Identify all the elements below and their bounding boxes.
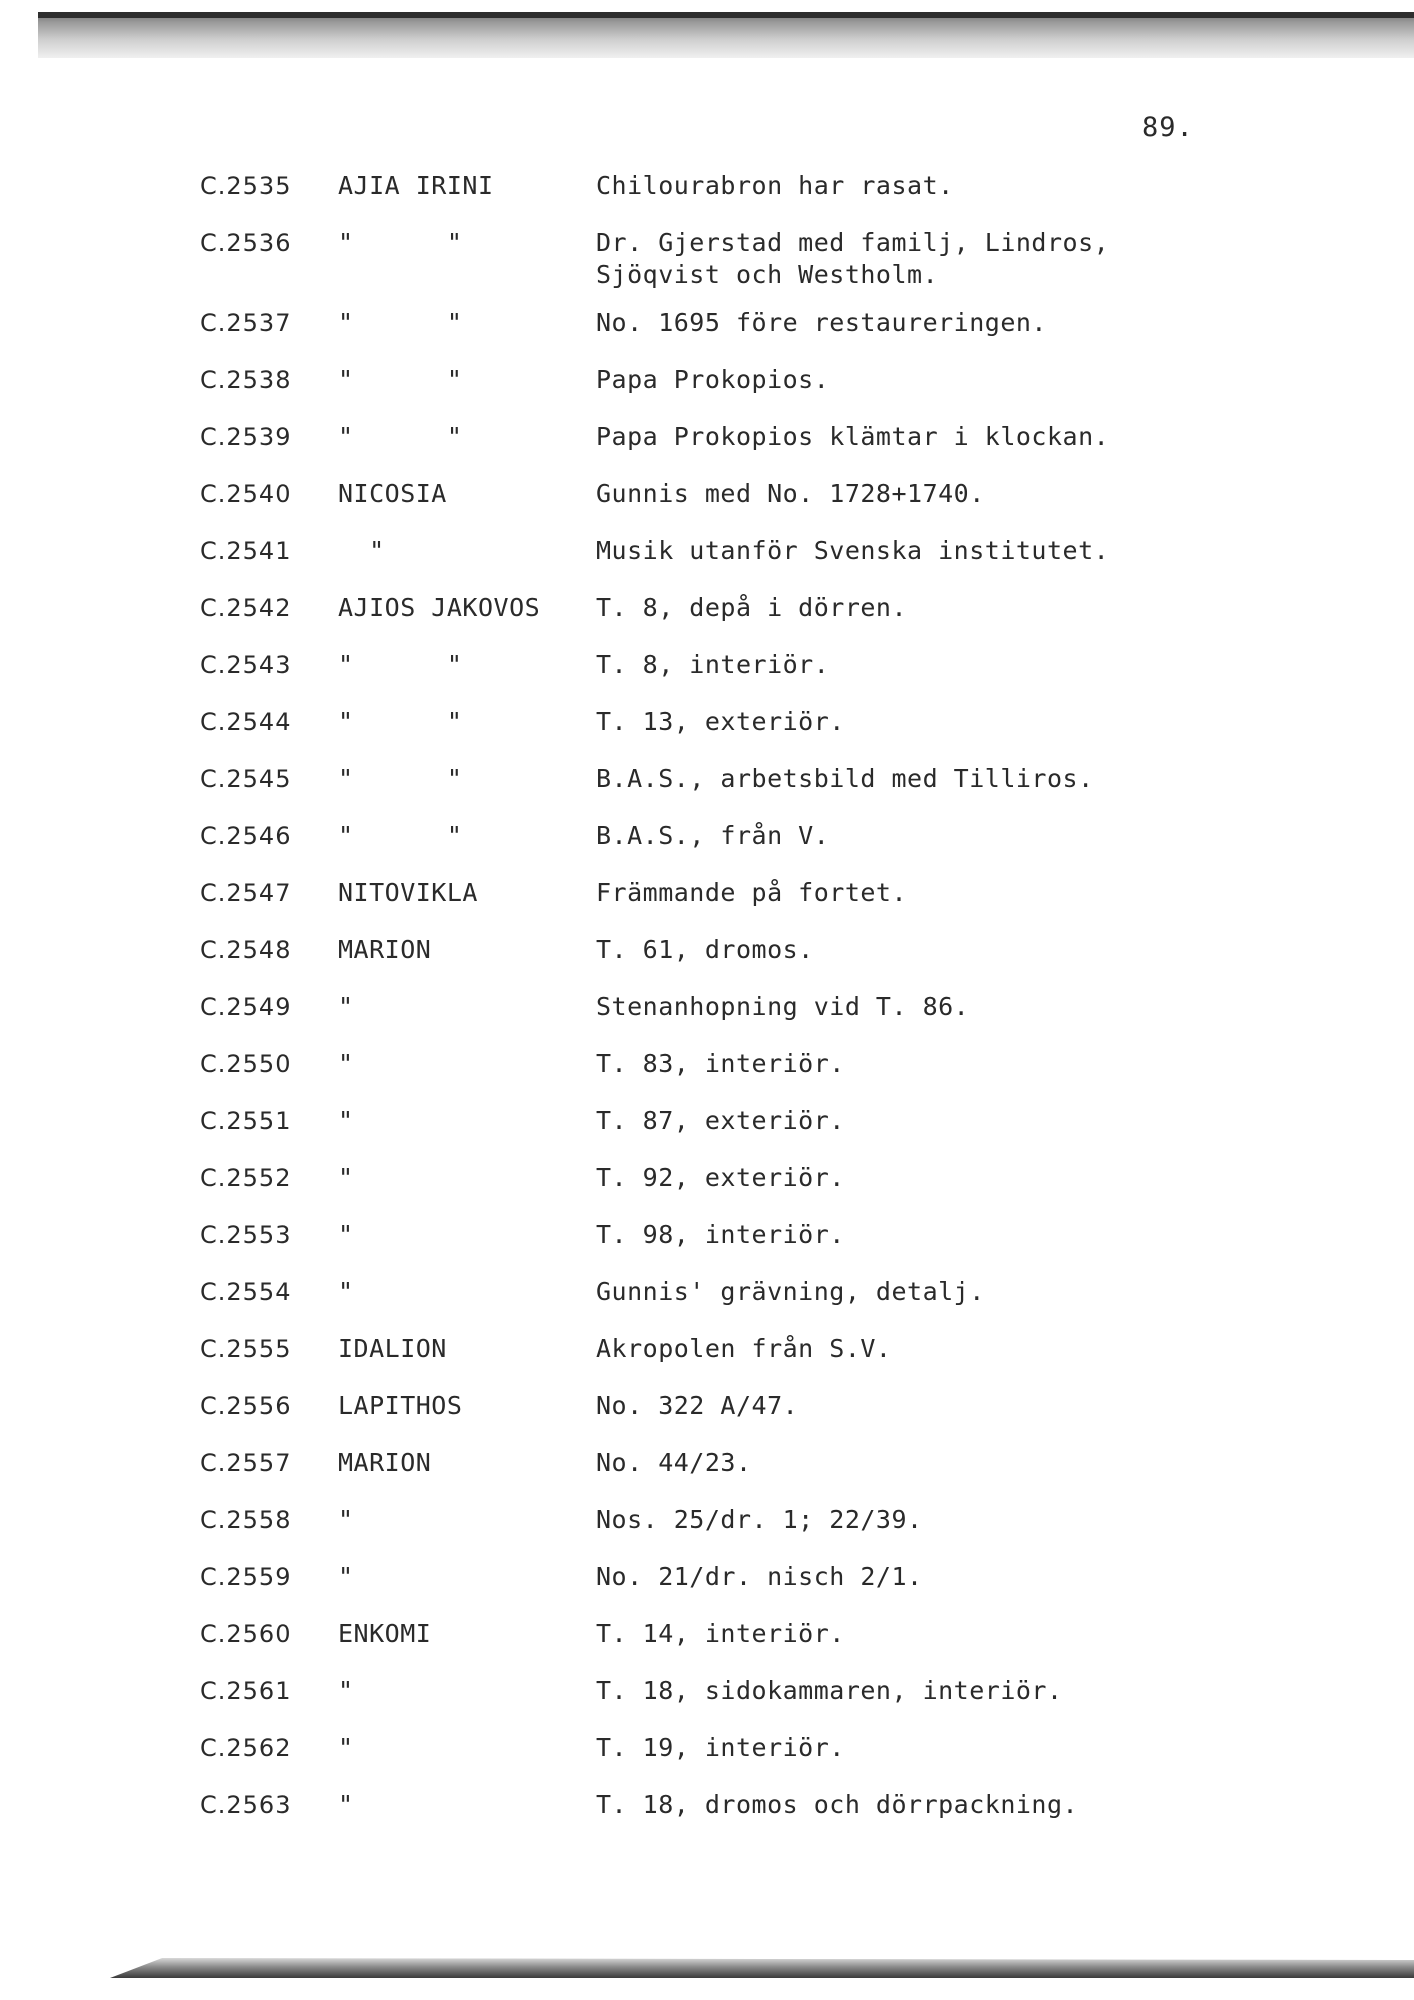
catalog-number: C.2553: [200, 1221, 292, 1249]
catalog-number: C.2561: [200, 1677, 292, 1705]
catalog-description: Gunnis med No. 1728+1740.: [596, 479, 985, 508]
catalog-number: C.2535: [200, 172, 292, 200]
catalog-row: [200, 1732, 1200, 1789]
catalog-site: NITOVIKLA: [338, 878, 478, 907]
catalog-site: MARION: [338, 935, 432, 964]
catalog-number: C.2543: [200, 651, 292, 679]
catalog-site: " ": [338, 821, 463, 850]
catalog-row: [200, 1219, 1200, 1276]
scan-edge-bottom: [110, 1958, 1414, 1978]
catalog-number: C.2537: [200, 309, 292, 337]
catalog-row: [200, 307, 1200, 364]
catalog-row: [200, 1333, 1200, 1390]
catalog-number: C.2544: [200, 708, 292, 736]
catalog-description: Stenanhopning vid T. 86.: [596, 992, 970, 1021]
catalog-site: ": [338, 1277, 354, 1306]
catalog-description: T. 18, sidokammaren, interiör.: [596, 1676, 1063, 1705]
catalog-site: " ": [338, 308, 463, 337]
catalog-number: C.2550: [200, 1050, 292, 1078]
catalog-site: AJIA IRINI: [338, 171, 494, 200]
catalog-row: [200, 535, 1200, 592]
catalog-number: C.2562: [200, 1734, 292, 1762]
page-number: 89.: [1142, 112, 1194, 143]
catalog-description: T. 98, interiör.: [596, 1220, 845, 1249]
catalog-description: Papa Prokopios klämtar i klockan.: [596, 422, 1110, 451]
catalog-description: Akropolen från S.V.: [596, 1334, 892, 1363]
catalog-list: [200, 170, 1200, 1846]
catalog-description: T. 87, exteriör.: [596, 1106, 845, 1135]
catalog-number: C.2542: [200, 594, 292, 622]
catalog-row: [200, 592, 1200, 649]
catalog-site: NICOSIA: [338, 479, 447, 508]
catalog-row: [200, 1618, 1200, 1675]
catalog-row: [200, 1789, 1200, 1846]
catalog-number: C.2541: [200, 537, 292, 565]
catalog-number: C.2545: [200, 765, 292, 793]
catalog-description: No. 44/23.: [596, 1448, 752, 1477]
catalog-description: B.A.S., arbetsbild med Tilliros.: [596, 764, 1094, 793]
catalog-description: No. 21/dr. nisch 2/1.: [596, 1562, 923, 1591]
catalog-site: ": [338, 536, 385, 565]
catalog-description: T. 83, interiör.: [596, 1049, 845, 1078]
catalog-number: C.2536: [200, 229, 292, 257]
catalog-site: " ": [338, 228, 463, 257]
catalog-description: T. 18, dromos och dörrpackning.: [596, 1790, 1079, 1819]
catalog-row: [200, 877, 1200, 934]
catalog-site: " ": [338, 650, 463, 679]
catalog-description: Musik utanför Svenska institutet.: [596, 536, 1110, 565]
catalog-description: No. 322 A/47.: [596, 1391, 799, 1420]
catalog-description: B.A.S., från V.: [596, 821, 830, 850]
catalog-number: C.2563: [200, 1791, 292, 1819]
scan-edge-top: [38, 12, 1414, 58]
catalog-number: C.2554: [200, 1278, 292, 1306]
catalog-site: ": [338, 1676, 354, 1705]
catalog-row: [200, 170, 1200, 227]
catalog-row: [200, 227, 1200, 307]
catalog-number: C.2539: [200, 423, 292, 451]
catalog-number: C.2552: [200, 1164, 292, 1192]
catalog-description: Papa Prokopios.: [596, 365, 830, 394]
catalog-site: ": [338, 1049, 354, 1078]
catalog-site: " ": [338, 422, 463, 451]
catalog-site: ": [338, 1505, 354, 1534]
catalog-number: C.2560: [200, 1620, 292, 1648]
catalog-row: [200, 1561, 1200, 1618]
catalog-description: Nos. 25/dr. 1; 22/39.: [596, 1505, 923, 1534]
catalog-site: ": [338, 1220, 354, 1249]
catalog-row: [200, 1048, 1200, 1105]
catalog-row: [200, 1675, 1200, 1732]
catalog-row: [200, 1447, 1200, 1504]
catalog-row: [200, 478, 1200, 535]
catalog-description: T. 92, exteriör.: [596, 1163, 845, 1192]
catalog-row: [200, 1105, 1200, 1162]
catalog-row: [200, 1276, 1200, 1333]
catalog-number: C.2557: [200, 1449, 292, 1477]
catalog-site: " ": [338, 365, 463, 394]
catalog-site: IDALION: [338, 1334, 447, 1363]
catalog-number: C.2559: [200, 1563, 292, 1591]
catalog-row: [200, 1390, 1200, 1447]
catalog-number: C.2556: [200, 1392, 292, 1420]
catalog-description: T. 13, exteriör.: [596, 707, 845, 736]
catalog-number: C.2546: [200, 822, 292, 850]
catalog-site: ": [338, 1733, 354, 1762]
catalog-number: C.2555: [200, 1335, 292, 1363]
catalog-site: ": [338, 1163, 354, 1192]
catalog-row: [200, 649, 1200, 706]
catalog-description: T. 8, interiör.: [596, 650, 830, 679]
catalog-description: Dr. Gjerstad med familj, Lindros, Sjöqvist och Westholm.: [596, 228, 1110, 289]
catalog-number: C.2549: [200, 993, 292, 1021]
catalog-description: Gunnis' grävning, detalj.: [596, 1277, 985, 1306]
catalog-number: C.2548: [200, 936, 292, 964]
catalog-site: " ": [338, 707, 463, 736]
catalog-row: [200, 706, 1200, 763]
catalog-description: Främmande på fortet.: [596, 878, 908, 907]
catalog-site: ": [338, 1790, 354, 1819]
catalog-row: [200, 364, 1200, 421]
catalog-site: ": [338, 1106, 354, 1135]
catalog-site: LAPITHOS: [338, 1391, 463, 1420]
catalog-site: ENKOMI: [338, 1619, 432, 1648]
catalog-number: C.2547: [200, 879, 292, 907]
catalog-description: T. 19, interiör.: [596, 1733, 845, 1762]
catalog-description: T. 8, depå i dörren.: [596, 593, 908, 622]
catalog-site: ": [338, 1562, 354, 1591]
catalog-site: " ": [338, 764, 463, 793]
catalog-number: C.2551: [200, 1107, 292, 1135]
catalog-row: [200, 421, 1200, 478]
catalog-number: C.2540: [200, 480, 292, 508]
catalog-row: [200, 763, 1200, 820]
catalog-number: C.2558: [200, 1506, 292, 1534]
catalog-site: ": [338, 992, 354, 1021]
catalog-number: C.2538: [200, 366, 292, 394]
catalog-description: T. 61, dromos.: [596, 935, 814, 964]
catalog-description: T. 14, interiör.: [596, 1619, 845, 1648]
catalog-row: [200, 820, 1200, 877]
catalog-description: No. 1695 före restaureringen.: [596, 308, 1047, 337]
catalog-description: Chilourabron har rasat.: [596, 171, 954, 200]
catalog-row: [200, 934, 1200, 991]
catalog-site: MARION: [338, 1448, 432, 1477]
catalog-row: [200, 991, 1200, 1048]
catalog-row: [200, 1504, 1200, 1561]
catalog-site: AJIOS JAKOVOS: [338, 593, 541, 622]
catalog-row: [200, 1162, 1200, 1219]
